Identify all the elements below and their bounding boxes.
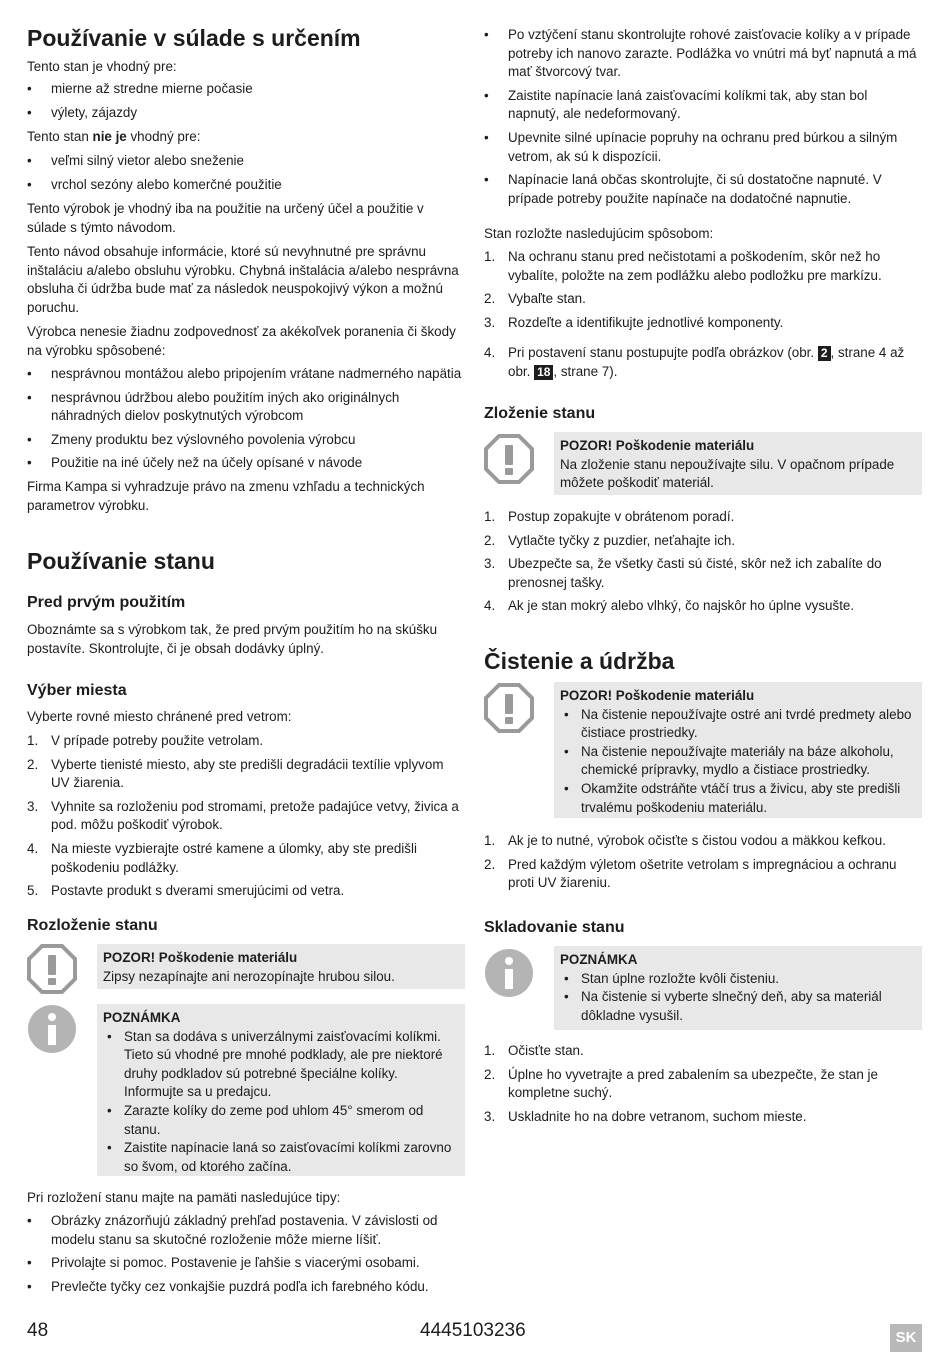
- heading-intended-use: Používanie v súlade s určením: [27, 25, 361, 51]
- heading-tent-use: Používanie stanu: [27, 548, 215, 574]
- list-item: 2. Vyberte tienisté miesto, aby ste predišli degradácii textílie vplyvom UV žiarenia.: [27, 756, 444, 791]
- list-item: • vrchol sezóny alebo komerčné použitie: [27, 176, 465, 195]
- list-item: 2. Vytlačte tyčky z puzdier, neťahajte ich.: [484, 532, 736, 548]
- caution-box: [97, 944, 465, 989]
- list-item: • Po vztýčení stanu skontrolujte rohové zaisťovacie kolíky a v prípade potreby ich nanovo zarazte. Podlážka vo vnútri má byť napnutá a má mať štvorcový tvar.: [484, 26, 922, 82]
- list-item: • Privolajte si pomoc. Postavenie je ľahšie s viacerými osobami.: [27, 1254, 465, 1273]
- list-item: • Na čistenie nepoužívajte ostré ani tvrdé predmety alebo čistiace prostriedky.: [560, 706, 916, 743]
- paragraph: Oboznámte sa s výrobkom tak, že pred prvým použitím ho na skúšku postavíte. Skontrolujte, či je obsah dodávky úplný.: [27, 622, 438, 656]
- not-suitable-list: [27, 152, 465, 194]
- paragraph: Firma Kampa si vyhradzuje právo na zmenu vzhľadu a technických parametrov výrobku.: [27, 479, 425, 513]
- heading-pitching: Rozloženie stanu: [27, 917, 158, 934]
- list-item: 4. Na mieste vyzbierajte ostré kamene a úlomky, aby ste predišli poškodeniu podlážky.: [27, 840, 417, 875]
- list-item: 3. Vyhnite sa rozloženiu pod stromami, pretože padajúce vetvy, živica a pod. môžu poškodiť výrobok.: [27, 798, 459, 833]
- list-item: 1. Ak je to nutné, výrobok očisťte s čistou vodou a mäkkou kefkou.: [484, 833, 886, 848]
- figure-ref: 2: [818, 346, 831, 361]
- paragraph: Tento výrobok je vhodný iba na použitie na určený účel a použitie v súlade s týmto návodom.: [27, 201, 424, 235]
- list-item: 4. Ak je stan mokrý alebo vlhký, čo najskôr ho úplne vysušte.: [484, 598, 855, 614]
- not-suitable-intro: Tento stan nie je vhodný pre:: [27, 129, 201, 144]
- list-item: • veľmi silný vietor alebo sneženie: [27, 152, 465, 171]
- fold-steps: [484, 508, 922, 616]
- list-item: • nesprávnou údržbou alebo použitím iných ako originálnych náhradných dielov poskytnutých výrobcom: [27, 389, 465, 426]
- suitable-list: [27, 80, 465, 122]
- list-item: • Zmeny produktu bez výslovného povolenia výrobcu: [27, 431, 465, 450]
- caution-octagon-icon: [27, 944, 77, 994]
- heading-site-selection: Výber miesta: [27, 682, 127, 699]
- list-item: • Prevlečte tyčky cez vonkajšie puzdrá podľa ich farebného kódu.: [27, 1278, 465, 1297]
- caution-title: POZOR! Poškodenie materiálu: [560, 438, 755, 453]
- list-item: 2. Vybaľte stan.: [484, 291, 586, 307]
- caution-octagon-icon: [484, 434, 534, 484]
- note-box: [554, 946, 922, 1030]
- suitable-intro: Tento stan je vhodný pre:: [27, 59, 177, 74]
- heading-cleaning: Čistenie a údržba: [484, 648, 675, 674]
- list-item: • Napínacie laná občas skontrolujte, či sú dostatočne napnuté. V prípade potreby použite napínače na dodatočné napnutie.: [484, 171, 922, 208]
- list-item: • Zarazte kolíky do zeme pod uhlom 45° smerom od stanu.: [103, 1102, 459, 1139]
- note-list: [103, 1028, 459, 1177]
- note-title: POZNÁMKA: [103, 1010, 181, 1025]
- list-item: • Na čistenie nepoužívajte materiály na báze alkoholu, chemické prípravky, mydlo a čistiace prostriedky.: [560, 743, 916, 780]
- list-item: • Na čistenie si vyberte slnečný deň, aby sa materiál dôkladne vysušil.: [560, 988, 916, 1025]
- list-item: • Obrázky znázorňujú základný prehľad postavenia. V závislosti od modelu stanu sa skutočné rozloženie môže mierne líšiť.: [27, 1212, 465, 1249]
- list-item: 1. Očisťte stan.: [484, 1043, 584, 1058]
- list-item: • Použitie na iné účely než na účely opísané v návode: [27, 454, 465, 473]
- list-item: • Zaistite napínacie laná so zaisťovacími kolíkmi zarovno so švom, od ktorého začína.: [103, 1139, 459, 1176]
- caution-title: POZOR! Poškodenie materiálu: [560, 688, 755, 703]
- store-steps: [484, 1042, 922, 1126]
- list-item: 5. Postavte produkt s dverami smerujúcimi od vetra.: [27, 883, 345, 899]
- unfold-steps: [484, 248, 922, 382]
- site-steps: [27, 732, 465, 901]
- caution-title: POZOR! Poškodenie materiálu: [103, 950, 298, 965]
- list-item: • Stan sa dodáva s univerzálnymi zaisťovacími kolíkmi. Tieto sú vhodné pre mnohé podklady, ale pre niektoré druhy podkladov sú potrebné špeciálne kolíky. Informujte sa u predajcu.: [103, 1028, 459, 1102]
- pitching-checks-list: [484, 26, 922, 208]
- note-list: [560, 970, 916, 1026]
- figure-ref: 18: [534, 365, 553, 380]
- list-item: 4. Pri postavení stanu postupujte podľa obrázkov (obr. 2 , strane 4 až obr. 18 , strane 7).: [484, 345, 905, 379]
- list-item: • Zaistite napínacie laná zaisťovacími kolíkmi tak, aby stan bol napnutý, ale nedeformovaný.: [484, 87, 922, 124]
- heading-folding: Zloženie stanu: [484, 405, 596, 422]
- language-badge: SK: [890, 1324, 922, 1352]
- paragraph: Výrobca nenesie žiadnu zodpovednosť za akékoľvek poranenia či škody na výrobku spôsobené:: [27, 324, 456, 358]
- caution-text: Na zloženie stanu nepoužívajte silu. V opačnom prípade môžete poškodiť materiál.: [560, 456, 895, 491]
- paragraph: Tento návod obsahuje informácie, ktoré sú nevyhnutné pre správnu inštaláciu a/alebo obsluhu výrobku. Chybná inštalácia a/alebo nesprávna obsluha či údržba bude mať za následok neuspokojivý výkon a možnú poruchu.: [27, 244, 459, 315]
- list-item: 1. V prípade potreby použite vetrolam.: [27, 733, 264, 748]
- tips-list: [27, 1212, 465, 1296]
- list-item: • Upevnite silné upínacie popruhy na ochranu pred búrkou a silným vetrom, ak sú k dispozícii.: [484, 129, 922, 166]
- info-icon: [27, 1004, 77, 1054]
- paragraph: Vyberte rovné miesto chránené pred vetrom:: [27, 709, 292, 724]
- clean-steps: [484, 832, 922, 893]
- caution-text: Zipsy nezapínajte ani nerozopínajte hrubou silou.: [103, 968, 395, 984]
- caution-box: [554, 432, 922, 495]
- note-title: POZNÁMKA: [560, 952, 638, 967]
- paragraph: Pri rozložení stanu majte na pamäti nasledujúce tipy:: [27, 1190, 341, 1205]
- note-box: [97, 1004, 465, 1176]
- list-item: 3. Rozdeľte a identifikujte jednotlivé komponenty.: [484, 314, 784, 330]
- list-item: • Stan úplne rozložte kvôli čisteniu.: [560, 970, 916, 989]
- caution-box: [554, 682, 922, 818]
- page-number: 48: [27, 1320, 49, 1341]
- info-icon: [484, 948, 534, 998]
- liability-list: [27, 365, 465, 473]
- list-item: • mierne až stredne mierne počasie: [27, 80, 465, 99]
- list-item: 1. Postup zopakujte v obrátenom poradí.: [484, 509, 735, 524]
- list-item: • výlety, zájazdy: [27, 104, 465, 123]
- list-item: 3. Ubezpečte sa, že všetky časti sú čisté, skôr než ich zabalíte do prenosnej tašky.: [484, 556, 882, 590]
- heading-storage: Skladovanie stanu: [484, 919, 625, 936]
- list-item: 2. Pred každým výletom ošetrite vetrolam s impregnáciou a ochranu proti UV žiareniu.: [484, 856, 897, 891]
- list-item: 3. Uskladnite ho na dobre vetranom, suchom mieste.: [484, 1108, 807, 1124]
- caution-octagon-icon: [484, 683, 534, 733]
- heading-before-first-use: Pred prvým použitím: [27, 594, 186, 611]
- paragraph: Stan rozložte nasledujúcim spôsobom:: [484, 226, 714, 241]
- list-item: • Okamžite odstráňte vtáčí trus a živicu, aby ste predišli trvalému poškodeniu materiálu.: [560, 780, 916, 817]
- list-item: • nesprávnou montážou alebo pripojením vrátane nadmerného napätia: [27, 365, 465, 384]
- document-code: 4445103236: [420, 1320, 526, 1341]
- list-item: 2. Úplne ho vyvetrajte a pred zabalením sa ubezpečte, že stan je kompletne suchý.: [484, 1066, 878, 1101]
- list-item: 1. Na ochranu stanu pred nečistotami a poškodením, skôr než ho vybalíte, položte na zem podlážku alebo podložku pre markízu.: [484, 249, 882, 283]
- caution-list: [560, 706, 916, 818]
